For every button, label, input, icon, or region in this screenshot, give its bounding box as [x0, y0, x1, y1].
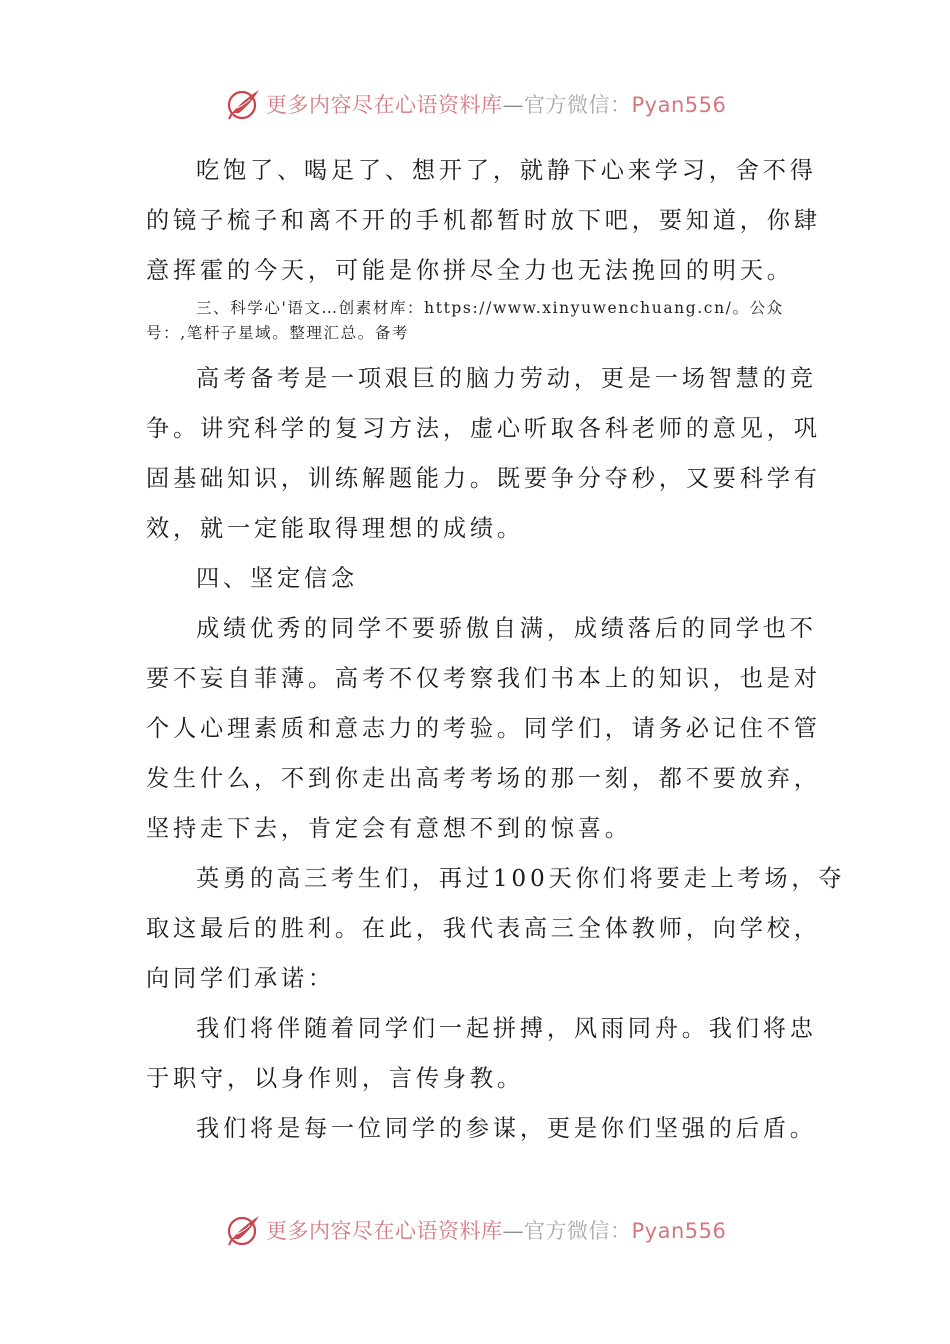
heading-line: 号：,笔杆子星域。整理汇总。备考: [146, 324, 410, 342]
paragraph-line: 我们将是每一位同学的参谋，更是你们坚强的后盾。: [196, 1115, 817, 1142]
footer-wechat-label: 官方微信：: [524, 1219, 632, 1243]
paragraph-line: 向同学们承诺：: [146, 965, 335, 992]
paragraph-line: 于职守，以身作则，言传身教。: [146, 1065, 524, 1092]
header-watermark: [226, 84, 726, 124]
paragraph-line: 个人心理素质和意志力的考验。同学们，请务必记住不管: [146, 715, 821, 742]
paragraph-line: 英勇的高三考生们，再过100天你们将要走上考场，夺: [196, 865, 846, 892]
header-dash: —: [502, 93, 524, 117]
footer-watermark: [226, 1210, 726, 1250]
paragraph-line: 发生什么，不到你走出高考考场的那一刻，都不要放弃，: [146, 765, 821, 792]
header-wechat-label: 官方微信：: [524, 93, 632, 117]
paragraph-line: 高考备考是一项艰巨的脑力劳动，更是一场智慧的竞: [196, 365, 817, 392]
paragraph-line: 固基础知识，训练解题能力。既要争分夺秒，又要科学有: [146, 465, 821, 492]
footer-dash: —: [502, 1219, 524, 1243]
footer-site-name: 更多内容尽在心语资料库: [266, 1219, 503, 1243]
paragraph-line: 吃饱了、喝足了、想开了，就静下心来学习，舍不得: [196, 157, 817, 184]
header-site-name: 更多内容尽在心语资料库: [266, 93, 503, 117]
paragraph-line: 争。讲究科学的复习方法，虚心听取各科老师的意见，巩: [146, 415, 821, 442]
header-wechat-id: Pyan556: [631, 93, 727, 117]
document-body: [146, 146, 846, 1154]
paragraph-line: 效，就一定能取得理想的成绩。: [146, 515, 524, 542]
paragraph-line: 取这最后的胜利。在此，我代表高三全体教师，向学校，: [146, 915, 821, 942]
quill-pen-icon: [226, 1212, 262, 1248]
paragraph-line: 要不妄自菲薄。高考不仅考察我们书本上的知识，也是对: [146, 665, 821, 692]
paragraph-line: 意挥霍的今天，可能是你拼尽全力也无法挽回的明天。: [146, 257, 794, 284]
paragraph-line: 我们将伴随着同学们一起拼搏，风雨同舟。我们将忠: [196, 1015, 817, 1042]
paragraph-line: 坚持走下去，肯定会有意想不到的惊喜。: [146, 815, 632, 842]
quill-pen-icon: [226, 86, 262, 122]
footer-wechat-id: Pyan556: [631, 1219, 727, 1243]
heading-line: 三、科学心'语文…创素材库：https://www.xinyuwenchuang.cn/。公众: [196, 299, 784, 317]
paragraph-line: 成绩优秀的同学不要骄傲自满，成绩落后的同学也不: [196, 615, 817, 642]
paragraph-line: 的镜子梳子和离不开的手机都暂时放下吧，要知道，你肆: [146, 207, 821, 234]
section-heading-4: 四、坚定信念: [196, 565, 358, 592]
section-heading-3: [146, 296, 816, 346]
